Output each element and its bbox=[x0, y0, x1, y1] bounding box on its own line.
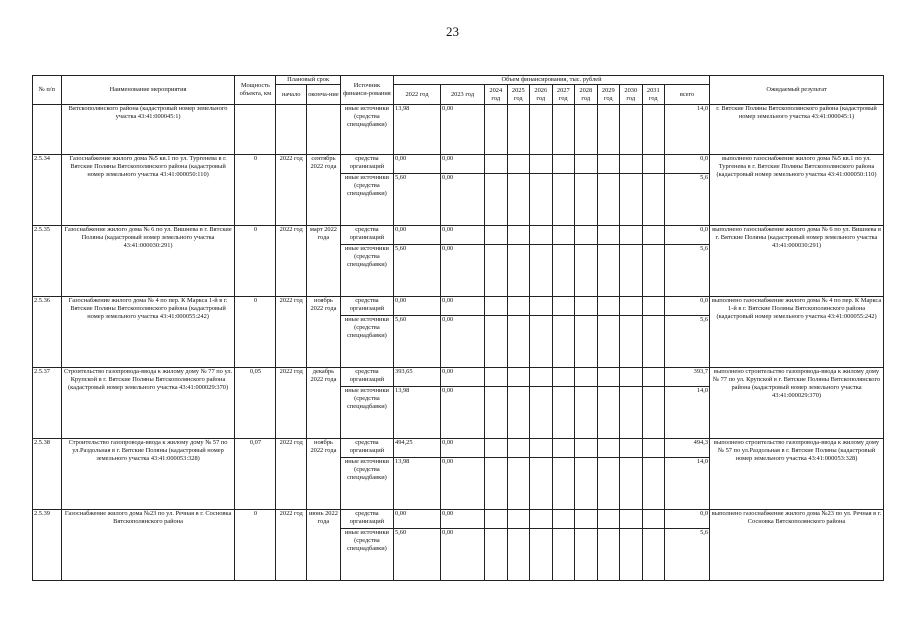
item-other-year-empty bbox=[485, 458, 508, 510]
item-other-total: 5,6 bbox=[665, 245, 710, 297]
header-year: 2024 год bbox=[485, 85, 508, 105]
item-org-year-empty bbox=[507, 155, 530, 174]
header-year: 2023 год bbox=[441, 85, 485, 105]
item-org-year-empty bbox=[507, 297, 530, 316]
cont-source: иные источники (средства спецнадбавки) bbox=[340, 105, 393, 155]
item-capacity: 0,07 bbox=[235, 439, 276, 510]
cont-y2022: 13,98 bbox=[394, 105, 441, 155]
item-other-year-empty bbox=[507, 529, 530, 581]
item-other-year-empty bbox=[597, 458, 620, 510]
header-year: 2027 год bbox=[552, 85, 575, 105]
cont-capacity bbox=[235, 105, 276, 155]
item-row bbox=[33, 226, 884, 245]
item-source-org: средства организаций bbox=[340, 510, 393, 529]
item-other-year-empty bbox=[507, 458, 530, 510]
item-org-year-empty bbox=[620, 368, 643, 387]
item-org-2022: 0,00 bbox=[394, 297, 441, 316]
cont-y2023: 0,00 bbox=[441, 105, 485, 155]
item-num: 2.5.38 bbox=[33, 439, 62, 510]
item-other-year-empty bbox=[552, 316, 575, 368]
item-org-year-empty bbox=[620, 439, 643, 458]
item-start: 2022 год bbox=[276, 439, 307, 510]
item-name: Газоснабжение жилого дома №23 по ул. Речная в г. Сосновка Вятскополянского района bbox=[61, 510, 235, 581]
cont-start bbox=[276, 105, 307, 155]
item-org-year-empty bbox=[642, 297, 665, 316]
item-org-year-empty bbox=[507, 226, 530, 245]
item-start: 2022 год bbox=[276, 297, 307, 368]
item-other-year-empty bbox=[485, 316, 508, 368]
item-other-2023: 0,00 bbox=[441, 316, 485, 368]
item-other-2022: 5,60 bbox=[394, 529, 441, 581]
item-org-year-empty bbox=[642, 368, 665, 387]
cont-result: г. Вятские Поляны Вятскополянского района (кадастровый номер земельного участка 43:41:000045:1) bbox=[710, 105, 884, 155]
item-other-year-empty bbox=[530, 316, 553, 368]
item-org-year-empty bbox=[485, 439, 508, 458]
item-other-year-empty bbox=[485, 174, 508, 226]
item-org-2023: 0,00 bbox=[441, 439, 485, 458]
header-term: Плановый срок bbox=[276, 76, 340, 85]
item-source-org: средства организаций bbox=[340, 368, 393, 387]
item-other-year-empty bbox=[620, 458, 643, 510]
financing-table bbox=[32, 75, 884, 581]
item-name: Строительство газопровода-ввода к жилому дому № 77 по ул. Крупской в г. Вятские Поляны Вятскополянского района (кадастровый номер земельного участка 43:41:000029:370) bbox=[61, 368, 235, 439]
item-other-year-empty bbox=[575, 458, 598, 510]
item-start: 2022 год bbox=[276, 368, 307, 439]
header-start: начало bbox=[276, 85, 307, 105]
item-org-year-empty bbox=[575, 226, 598, 245]
item-other-year-empty bbox=[642, 529, 665, 581]
item-org-total: 0,0 bbox=[665, 226, 710, 245]
item-name: Газоснабжение жилого дома № 6 по ул. Вишнева в г. Вятские Поляны (кадастровый номер земельного участка 43:41:000030:291) bbox=[61, 226, 235, 297]
item-other-year-empty bbox=[552, 245, 575, 297]
item-org-year-empty bbox=[530, 297, 553, 316]
item-other-year-empty bbox=[575, 245, 598, 297]
header-capacity: Мощность объекта, км bbox=[235, 76, 276, 105]
item-org-year-empty bbox=[530, 155, 553, 174]
item-name: Газоснабжение жилого дома № 4 по пер. К Маркса 1-й в г. Вятские Поляны Вятскополянского района (кадастровый номер земельного участка 43:41:000055:242) bbox=[61, 297, 235, 368]
item-start: 2022 год bbox=[276, 510, 307, 581]
item-num: 2.5.34 bbox=[33, 155, 62, 226]
cont-y2024 bbox=[485, 105, 508, 155]
item-org-year-empty bbox=[620, 226, 643, 245]
item-other-year-empty bbox=[530, 387, 553, 439]
item-other-total: 5,6 bbox=[665, 316, 710, 368]
item-org-year-empty bbox=[575, 439, 598, 458]
item-org-2022: 0,00 bbox=[394, 155, 441, 174]
item-org-2023: 0,00 bbox=[441, 226, 485, 245]
item-org-year-empty bbox=[552, 439, 575, 458]
item-org-year-empty bbox=[552, 510, 575, 529]
item-source-org: средства организаций bbox=[340, 297, 393, 316]
header-result: Ожидаемый результат bbox=[710, 76, 884, 105]
item-other-year-empty bbox=[485, 245, 508, 297]
item-org-total: 0,0 bbox=[665, 297, 710, 316]
item-other-year-empty bbox=[575, 316, 598, 368]
item-org-year-empty bbox=[620, 297, 643, 316]
item-name: Газоснабжение жилого дома №5 кв.1 по ул. Тургенева в г. Вятские Поляны Вятскополянского района (кадастровый номер земельного участка 43:41:000050:110) bbox=[61, 155, 235, 226]
item-org-total: 0,0 bbox=[665, 510, 710, 529]
item-other-year-empty bbox=[552, 387, 575, 439]
item-row bbox=[33, 297, 884, 316]
header-name: Наименование мероприятия bbox=[61, 76, 235, 105]
item-org-year-empty bbox=[530, 368, 553, 387]
item-org-year-empty bbox=[597, 226, 620, 245]
header-end: оконча-ние bbox=[307, 85, 341, 105]
item-org-2022: 0,00 bbox=[394, 510, 441, 529]
item-end: декабрь 2022 года bbox=[307, 368, 341, 439]
item-org-2023: 0,00 bbox=[441, 510, 485, 529]
item-source-org: средства организаций bbox=[340, 439, 393, 458]
item-end: март 2022 года bbox=[307, 226, 341, 297]
header-year: 2022 год bbox=[394, 85, 441, 105]
item-other-year-empty bbox=[575, 529, 598, 581]
item-other-year-empty bbox=[530, 458, 553, 510]
item-org-total: 393,7 bbox=[665, 368, 710, 387]
item-org-year-empty bbox=[552, 368, 575, 387]
item-other-year-empty bbox=[620, 245, 643, 297]
item-result: выполнено газоснабжение жилого дома №23 по ул. Речная в г. Сосновка Вятскополянского района bbox=[710, 510, 884, 581]
item-other-total: 14,0 bbox=[665, 387, 710, 439]
header-source: Источник финанси-рования bbox=[340, 76, 393, 105]
cont-y2031 bbox=[642, 105, 665, 155]
item-org-year-empty bbox=[620, 155, 643, 174]
cont-y2029 bbox=[597, 105, 620, 155]
item-capacity: 0 bbox=[235, 226, 276, 297]
item-other-2023: 0,00 bbox=[441, 387, 485, 439]
item-num: 2.5.35 bbox=[33, 226, 62, 297]
item-org-year-empty bbox=[530, 439, 553, 458]
item-row bbox=[33, 155, 884, 174]
item-other-year-empty bbox=[575, 174, 598, 226]
cont-y2026 bbox=[530, 105, 553, 155]
item-num: 2.5.39 bbox=[33, 510, 62, 581]
header-year: 2026 год bbox=[530, 85, 553, 105]
header-volume: Объем финансирования, тыс. рублей bbox=[394, 76, 710, 85]
item-other-total: 14,0 bbox=[665, 458, 710, 510]
item-other-total: 5,6 bbox=[665, 529, 710, 581]
item-other-year-empty bbox=[530, 529, 553, 581]
item-org-2022: 393,65 bbox=[394, 368, 441, 387]
item-other-year-empty bbox=[507, 316, 530, 368]
header-year: 2029 год bbox=[597, 85, 620, 105]
item-org-year-empty bbox=[642, 510, 665, 529]
item-other-2022: 5,60 bbox=[394, 245, 441, 297]
item-result: выполнено строительство газопровода-ввода к жилому дому № 77 по ул. Крупской в г. Вятские Поляны Вятскополянского района (кадастровый номер земельного участка 43:41:000029:370) bbox=[710, 368, 884, 439]
item-result: выполнено газоснабжение жилого дома № 4 по пер. К Маркса 1-й в г. Вятские Поляны Вятскополянского района (кадастровый номер земельного участка 43:41:000055:242) bbox=[710, 297, 884, 368]
item-org-2023: 0,00 bbox=[441, 297, 485, 316]
item-other-2022: 5,60 bbox=[394, 316, 441, 368]
item-source-other: иные источники (средства спецнадбавки) bbox=[340, 458, 393, 510]
item-org-year-empty bbox=[485, 510, 508, 529]
item-other-year-empty bbox=[597, 245, 620, 297]
item-other-year-empty bbox=[530, 174, 553, 226]
item-other-year-empty bbox=[597, 174, 620, 226]
item-org-year-empty bbox=[642, 226, 665, 245]
item-other-2023: 0,00 bbox=[441, 245, 485, 297]
item-other-year-empty bbox=[485, 529, 508, 581]
item-other-year-empty bbox=[642, 245, 665, 297]
cont-y2027 bbox=[552, 105, 575, 155]
cont-end bbox=[307, 105, 341, 155]
item-org-year-empty bbox=[485, 155, 508, 174]
item-org-year-empty bbox=[485, 297, 508, 316]
item-org-year-empty bbox=[552, 226, 575, 245]
item-other-year-empty bbox=[552, 174, 575, 226]
item-org-year-empty bbox=[597, 368, 620, 387]
item-source-org: средства организаций bbox=[340, 226, 393, 245]
item-org-year-empty bbox=[575, 368, 598, 387]
item-org-2022: 0,00 bbox=[394, 226, 441, 245]
item-other-2023: 0,00 bbox=[441, 529, 485, 581]
item-source-other: иные источники (средства спецнадбавки) bbox=[340, 174, 393, 226]
item-org-year-empty bbox=[575, 297, 598, 316]
item-org-year-empty bbox=[642, 155, 665, 174]
item-org-year-empty bbox=[597, 510, 620, 529]
item-org-year-empty bbox=[597, 439, 620, 458]
item-other-year-empty bbox=[507, 387, 530, 439]
item-org-year-empty bbox=[485, 226, 508, 245]
item-other-year-empty bbox=[597, 316, 620, 368]
item-num: 2.5.36 bbox=[33, 297, 62, 368]
item-result: выполнено газоснабжение жилого дома №5 кв.1 по ул. Тургенева в г. Вятские Поляны Вятскополянского района (кадастровый номер земельного участка 43:41:000050:110) bbox=[710, 155, 884, 226]
item-num: 2.5.37 bbox=[33, 368, 62, 439]
item-org-2022: 494,25 bbox=[394, 439, 441, 458]
item-row bbox=[33, 439, 884, 458]
item-org-year-empty bbox=[507, 510, 530, 529]
item-org-year-empty bbox=[552, 297, 575, 316]
item-capacity: 0 bbox=[235, 155, 276, 226]
item-org-total: 0,0 bbox=[665, 155, 710, 174]
item-other-year-empty bbox=[530, 245, 553, 297]
item-start: 2022 год bbox=[276, 155, 307, 226]
cont-total: 14,0 bbox=[665, 105, 710, 155]
item-org-year-empty bbox=[507, 368, 530, 387]
item-other-year-empty bbox=[552, 529, 575, 581]
item-start: 2022 год bbox=[276, 226, 307, 297]
item-org-year-empty bbox=[620, 510, 643, 529]
item-other-2023: 0,00 bbox=[441, 174, 485, 226]
item-other-2022: 13,98 bbox=[394, 458, 441, 510]
item-row bbox=[33, 510, 884, 529]
item-org-2023: 0,00 bbox=[441, 155, 485, 174]
item-other-year-empty bbox=[620, 174, 643, 226]
item-org-2023: 0,00 bbox=[441, 368, 485, 387]
page-number: 23 bbox=[446, 24, 459, 39]
item-org-year-empty bbox=[575, 155, 598, 174]
item-org-year-empty bbox=[597, 297, 620, 316]
item-result: выполнено строительство газопровода-ввода к жилому дому № 57 по ул.Раздольная в г. Вятские Поляны (кадастровый номер земельного участка 43:41:000053:328) bbox=[710, 439, 884, 510]
item-other-2022: 5,60 bbox=[394, 174, 441, 226]
item-source-other: иные источники (средства спецнадбавки) bbox=[340, 387, 393, 439]
item-org-year-empty bbox=[642, 439, 665, 458]
item-org-year-empty bbox=[597, 155, 620, 174]
item-name: Строительство газопровода-ввода к жилому дому № 57 по ул.Раздольная в г. Вятские Поляны (кадастровый номер земельного участка 43:41:000053:328) bbox=[61, 439, 235, 510]
item-capacity: 0 bbox=[235, 510, 276, 581]
header-year: 2030 год bbox=[620, 85, 643, 105]
item-capacity: 0,05 bbox=[235, 368, 276, 439]
header-total: всего bbox=[665, 85, 710, 105]
item-other-year-empty bbox=[575, 387, 598, 439]
item-source-other: иные источники (средства спецнадбавки) bbox=[340, 245, 393, 297]
item-other-year-empty bbox=[597, 387, 620, 439]
cont-name: Вятскополянского района (кадастровый номер земельного участка 43:41:000045:1) bbox=[61, 105, 235, 155]
item-other-2023: 0,00 bbox=[441, 458, 485, 510]
item-capacity: 0 bbox=[235, 297, 276, 368]
header-num: № п/п bbox=[33, 76, 62, 105]
item-other-year-empty bbox=[642, 458, 665, 510]
header-year: 2028 год bbox=[575, 85, 598, 105]
item-other-2022: 13,98 bbox=[394, 387, 441, 439]
cont-num bbox=[33, 105, 62, 155]
item-org-year-empty bbox=[575, 510, 598, 529]
item-other-year-empty bbox=[620, 387, 643, 439]
item-source-other: иные источники (средства спецнадбавки) bbox=[340, 316, 393, 368]
item-other-year-empty bbox=[620, 529, 643, 581]
item-source-org: средства организаций bbox=[340, 155, 393, 174]
cont-y2025 bbox=[507, 105, 530, 155]
cont-y2030 bbox=[620, 105, 643, 155]
item-other-year-empty bbox=[597, 529, 620, 581]
item-org-year-empty bbox=[485, 368, 508, 387]
item-other-year-empty bbox=[642, 387, 665, 439]
item-other-year-empty bbox=[620, 316, 643, 368]
item-end: июнь 2022 года bbox=[307, 510, 341, 581]
cont-y2028 bbox=[575, 105, 598, 155]
header-year: 2025 год bbox=[507, 85, 530, 105]
item-other-total: 5,6 bbox=[665, 174, 710, 226]
item-end: сентябрь 2022 года bbox=[307, 155, 341, 226]
item-org-year-empty bbox=[507, 439, 530, 458]
item-org-year-empty bbox=[530, 510, 553, 529]
item-org-total: 494,3 bbox=[665, 439, 710, 458]
item-other-year-empty bbox=[507, 245, 530, 297]
item-source-other: иные источники (средства спецнадбавки) bbox=[340, 529, 393, 581]
item-result: выполнено газоснабжение жилого дома № 6 по ул. Вишнева в г. Вятские Поляны (кадастровый номер земельного участка 43:41:000030:291) bbox=[710, 226, 884, 297]
item-org-year-empty bbox=[552, 155, 575, 174]
item-other-year-empty bbox=[642, 316, 665, 368]
item-other-year-empty bbox=[552, 458, 575, 510]
item-other-year-empty bbox=[507, 174, 530, 226]
item-end: ноябрь 2022 года bbox=[307, 297, 341, 368]
item-org-year-empty bbox=[530, 226, 553, 245]
item-other-year-empty bbox=[642, 174, 665, 226]
item-other-year-empty bbox=[485, 387, 508, 439]
item-end: ноябрь 2022 года bbox=[307, 439, 341, 510]
item-row bbox=[33, 368, 884, 387]
header-year: 2031 год bbox=[642, 85, 665, 105]
